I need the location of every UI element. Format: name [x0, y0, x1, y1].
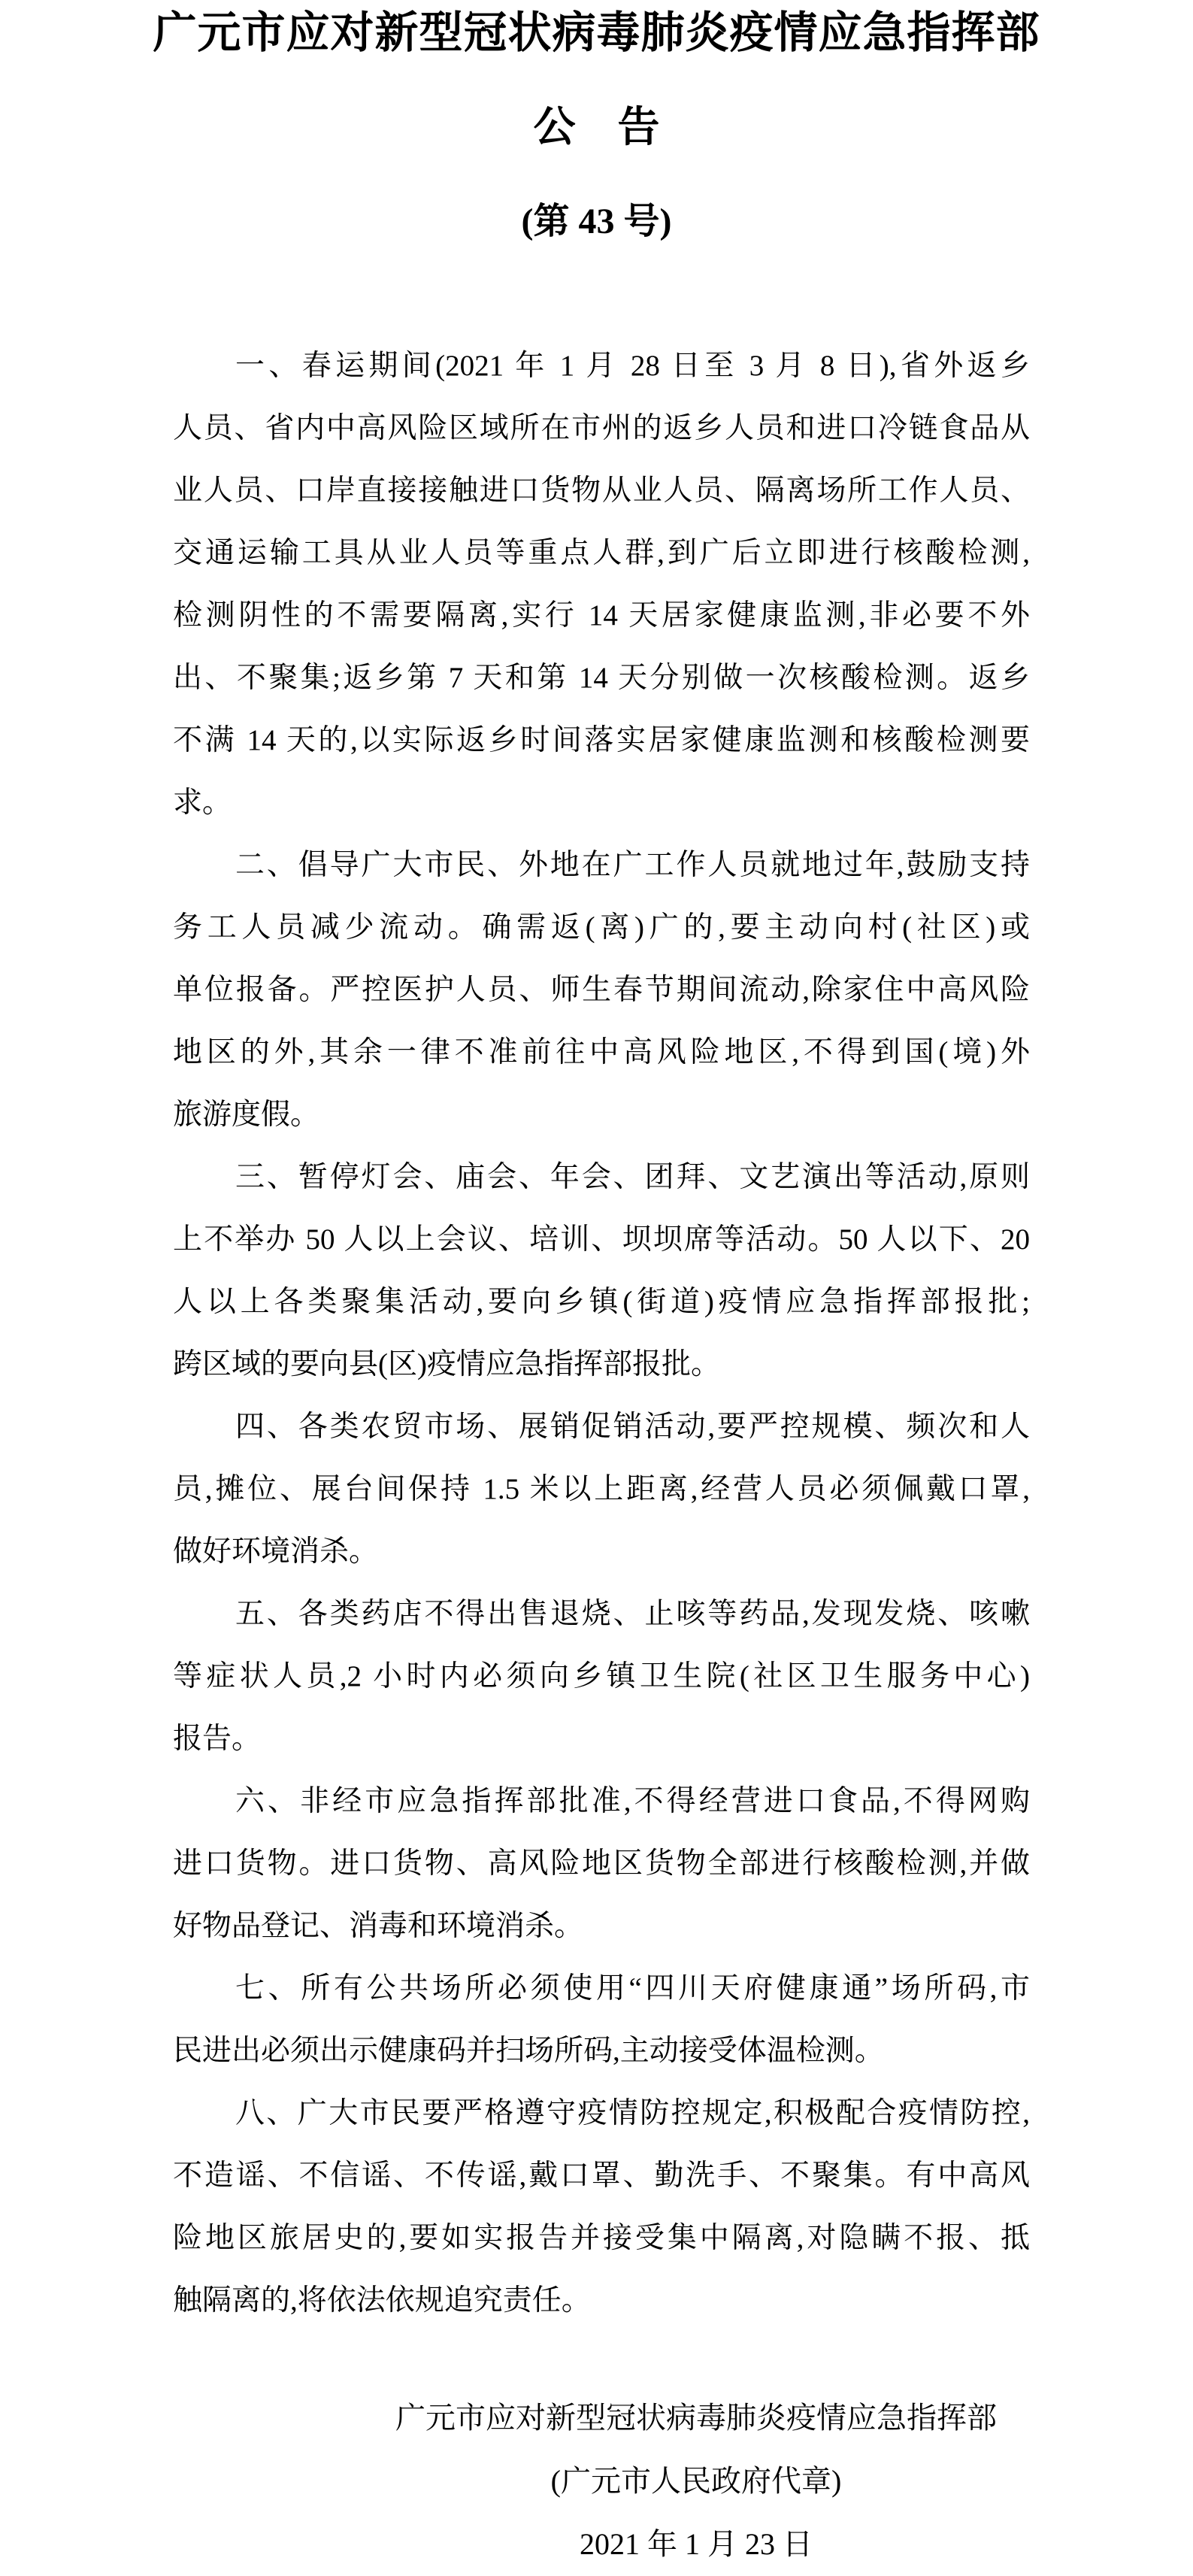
body-line: 四、各类农贸市场、展销促销活动,要严控规模、频次和人: [235, 1411, 1030, 1443]
page-title: 广元市应对新型冠状病毒肺炎疫情应急指挥部: [153, 8, 1040, 57]
paragraph: [173, 1770, 1030, 1957]
paragraph: [173, 834, 1030, 1146]
signature-date: 2021 年 1 月 23 日: [580, 2527, 813, 2561]
body-line: 务工人员减少流动。确需返(离)广的,要主动向村(社区)或: [173, 911, 1030, 944]
body-line: 人以上各类聚集活动,要向乡镇(街道)疫情应急指挥部报批;: [173, 1286, 1030, 1318]
body-line: 七、所有公共场所必须使用“四川天府健康通”场所码,市: [235, 1972, 1030, 2005]
body-line: 做好环境消杀。: [173, 1535, 379, 1568]
paragraph: [173, 2082, 1030, 2332]
body-line: 六、非经市应急指挥部批准,不得经营进口食品,不得网购: [235, 1785, 1030, 1817]
paragraph: [173, 1396, 1030, 1583]
body-line: 八、广大市民要严格遵守疫情防控规定,积极配合疫情防控,: [235, 2097, 1030, 2129]
body-line: 五、各类药店不得出售退烧、止咳等药品,发现发烧、咳嗽: [235, 1598, 1030, 1630]
paragraph: [173, 1583, 1030, 1770]
signature-issuer: 广元市应对新型冠状病毒肺炎疫情应急指挥部: [395, 2401, 997, 2435]
body-line: 报告。: [173, 1723, 262, 1755]
body-line: 员,摊位、展台间保持 1.5 米以上距离,经营人员必须佩戴口罩,: [173, 1473, 1030, 1505]
body-line: 上不举办 50 人以上会议、培训、坝坝席等活动。50 人以下、20: [173, 1223, 1030, 1256]
paragraph: [173, 1146, 1030, 1396]
body-line: 单位报备。严控医护人员、师生春节期间流动,除家住中高风险: [173, 974, 1030, 1006]
body-line: 交通运输工具从业人员等重点人群,到广后立即进行核酸检测,: [173, 537, 1030, 569]
body-line: 险地区旅居史的,要如实报告并接受集中隔离,对隐瞒不报、抵: [173, 2222, 1030, 2254]
body-line: 地区的外,其余一律不准前往中高风险地区,不得到国(境)外: [173, 1036, 1030, 1068]
body-line: 等症状人员,2 小时内必须向乡镇卫生院(社区卫生服务中心): [173, 1660, 1030, 1693]
body-line: 触隔离的,将依法依规追究责任。: [173, 2284, 591, 2317]
document-body: [173, 335, 1030, 2332]
body-line: 求。: [173, 786, 232, 819]
issue-number: (第 43 号): [521, 202, 672, 241]
body-line: 跨区域的要向县(区)疫情应急指挥部报批。: [173, 1348, 720, 1380]
body-line: 旅游度假。: [173, 1099, 320, 1131]
signature-block: [391, 2387, 1001, 2576]
body-line: 检测阴性的不需要隔离,实行 14 天居家健康监测,非必要不外: [173, 599, 1030, 632]
body-line: 好物品登记、消毒和环境消杀。: [173, 1910, 584, 1942]
body-line: 进口货物。进口货物、高风险地区货物全部进行核酸检测,并做: [173, 1847, 1030, 1880]
body-line: 人员、省内中高风险区域所在市州的返乡人员和进口冷链食品从: [173, 412, 1030, 444]
body-line: 不造谣、不信谣、不传谣,戴口罩、勤洗手、不聚集。有中高风: [173, 2159, 1030, 2192]
body-line: 一、春运期间(2021 年 1 月 28 日至 3 月 8 日),省外返乡: [235, 350, 1030, 382]
body-line: 业人员、口岸直接接触进口货物从业人员、隔离场所工作人员、: [173, 474, 1030, 507]
announcement-subtitle: 公 告: [533, 105, 660, 151]
signature-seal-note: (广元市人民政府代章): [550, 2464, 842, 2498]
paragraph: [173, 335, 1030, 834]
body-line: 出、不聚集;返乡第 7 天和第 14 天分别做一次核酸检测。返乡: [173, 662, 1030, 694]
body-line: 不满 14 天的,以实际返乡时间落实居家健康监测和核酸检测要: [173, 724, 1030, 756]
paragraph: [173, 1957, 1030, 2082]
body-line: 民进出必须出示健康码并扫场所码,主动接受体温检测。: [173, 2035, 884, 2067]
body-line: 三、暂停灯会、庙会、年会、团拜、文艺演出等活动,原则: [235, 1161, 1030, 1193]
body-line: 二、倡导广大市民、外地在广工作人员就地过年,鼓励支持: [235, 849, 1030, 881]
